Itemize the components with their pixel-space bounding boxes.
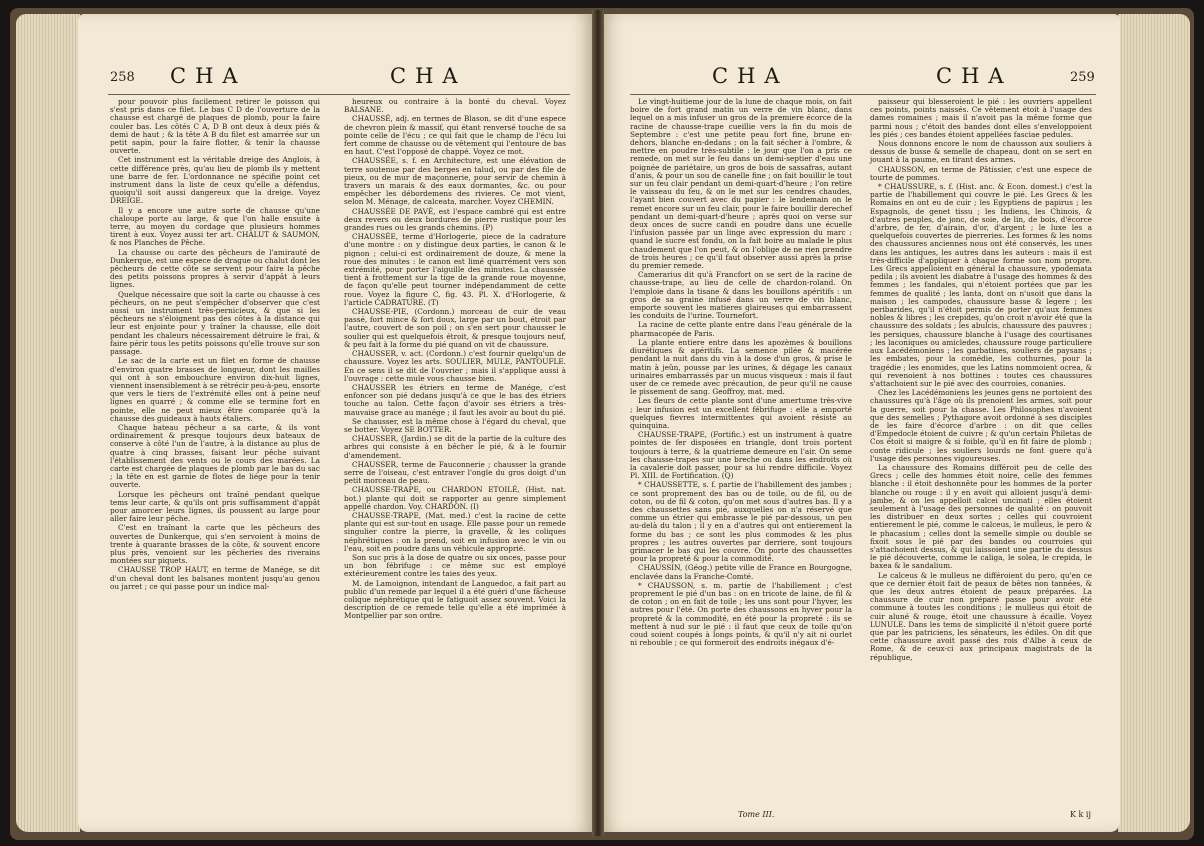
text-column-1 bbox=[110, 98, 320, 592]
text-column-1 bbox=[630, 98, 852, 648]
paragraph: heureux ou contraire à la bonté du cheval. Voyez BALSANE. bbox=[344, 97, 566, 115]
paragraph: pour pouvoir plus facilement retirer le poisson qui s'est pris dans ce filet. Le bas C D de l'ouverture de la chausse est chargé de plaques de plomb, pour la faire couler bas. Les côtés C A, D B ont deux à deux piés & demi de haut ; & la tête A B du filet est amarrée sur un petit sapin, pour la faire flotter, & tenir la chausse ouverte. bbox=[110, 97, 320, 156]
paragraph: * CHAUSSETTE, s. f. partie de l'habillement des jambes ; ce sont proprement des bas ou de toile, ou de fil, ou de coton, ou de fil & coton, qu'on met sous d'autres bas. Il y a des chaussettes sans pié, auxquelles on n'a réservé que comme un étrier qui embrasse le pié par-dessous, un peu au-delà du talon ; il y en a d'autres qui ont entierement la forme du bas ; ce sont les plus commodes & les plus propres ; les autres ouvertes par derriere, sont toujours grimacer le bas qui les couvre. On porte des chaussettes pour la propreté & pour la commodité. bbox=[630, 480, 852, 564]
paragraph: Lorsque les pêcheurs ont traîné pendant quelque tems leur carte, & qu'ils ont pris suffisamment d'appât pour amorcer leurs lignes, ils poussent au large pour aller faire leur pêche. bbox=[110, 489, 320, 524]
paragraph: Chez les Lacédémoniens les jeunes gens ne portoient des chaussures qu'à l'âge où ils prenoient les armes, soit pour la guerre, soit pour la chasse. Les Philosophes n'avoient que des semelles ; Pythagore avoit ordonné à ses disciples de les faire d'écorce d'arbre : on dit que celles d'Empedocle étoient de cuivre ; & qu'un certain Philetas de Cos étoit si maigre & si foible, qu'il en fit faire de plomb ; conte ridicule ; les souliers lourds ne font guere qu'à l'usage des personnes vigoureuses. bbox=[870, 388, 1092, 463]
paragraph: Les fleurs de cette plante sont d'une amertume très-vive ; leur infusion est un excellent fébrifuge : elle a emporté quelques fievres intermittentes qui avoient résisté au quinquina. bbox=[630, 396, 852, 430]
left-page-edges bbox=[16, 14, 80, 832]
paragraph: La chaussure des Romains différoit peu de celle des Grecs ; celle des hommes étoit noire, celle des femmes blanche : il étoit deshonnête pour les hommes de la porter blanche ou rouge : il y en avoit qui alloient jusqu'à demi-jambe, & on les appelloit calcei uncinati ; elles étoient seulement à l'usage des personnes de qualité : on pouvoit les distribuer en deux sortes ; celles qui couvroient entierement le pié, comme le calceus, le mulleus, le pero & le phacasium ; celles dont la semelle simple ou double se fixoit sous le pié par des bandes ou courroies qui s'attachoient dessus, & qui laissoient une partie du dessus le pié découverte, comme le caliga, le solea, le crepida, le baxea & le sandalium. bbox=[870, 462, 1092, 571]
paragraph: M. de Lamoignon, intendant de Languedoc, a fait part au public d'un remede par lequel il a été guéri d'une fâcheuse colique néphrétique qui le fatiguoit assez souvent. Voici la description de ce remede telle qu'elle a été imprimée à Montpellier par son ordre. bbox=[344, 578, 566, 621]
running-head: CHA bbox=[936, 64, 1013, 88]
paragraph: CHAUSSE-PIE, (Cordonn.) morceau de cuir de veau passé, fort mince & fort doux, large par un bout, étroit par l'autre, couvert de son poil ; on s'en sert pour chausser le soulier qui est quelquefois étroit, & presque toujours neuf, & peu fait à la forme du pié quand on vit de chaussure. bbox=[344, 307, 566, 349]
paragraph: Le sac de la carte est un filet en forme de chausse d'environ quatre brasses de longueur, dont les mailles qui ont à son embouchure environ dix-huit lignes, viennent insensiblement à se rétrécir peu-à-peu, ensorte que vers le tiers de l'extrémité elles ont à peine neuf lignes en quarré ; & comme elle se termine fort en pointe, elle ne peut mieux être comparée qu'à la chausse des guideaux à hauts étaliers. bbox=[110, 356, 320, 423]
paragraph: Camerarius dit qu'à Francfort on se sert de la racine de chausse-trape, au lieu de celle de chardon-roland. On l'emploie dans la tisane & dans les bouillons apéritifs : un gros de sa graine infusé dans un verre de vin blanc, emporte souvent les matieres glaireuses qui embarrassent les conduits de l'urine. Tournefort. bbox=[630, 270, 852, 321]
paragraph: CHAUSSÉ, adj. en termes de Blason, se dit d'une espece de chevron plein & massif, qui étant renversé touche de sa pointe celle de l'écu ; ce qui fait que le champ de l'écu lui fert comme de chausse ou de vêtement qui l'entoure de bas en haut. C'est l'opposé de chappé. Voyez ce mot. bbox=[344, 114, 566, 157]
paragraph: CHAUSSER, terme de Fauconnerie ; chausser la grande serre de l'oiseau, c'est entraver l'ongle du gros doigt d'un petit morceau de peau. bbox=[344, 459, 566, 486]
paragraph: CHAUSSER, v. act. (Cordonn.) c'est fournir quelqu'un de chaussure. Voyez les arts. SOULIER, MULE, PANTOUFLE. En ce sens il se dit de l'ouvrier ; mais il s'applique aussi à l'ouvrage : cette mule vous chausse bien. bbox=[344, 349, 566, 383]
paragraph: CHAUSSER les étriers en terme de Manége, c'est enfoncer son pié dedans jusqu'à ce que le bas des étriers touche au talon. Cette façon d'avoir ses étriers a très-mauvaise grace au manége ; il faut les avoir au bout du pié. bbox=[344, 382, 566, 417]
text-column-2 bbox=[870, 98, 1092, 663]
running-head: CHA bbox=[712, 64, 789, 88]
paragraph: Il y a encore une autre sorte de chausse qu'une chaloupe porte au large, & que l'on halle ensuite à terre, au moyen du cordage que plusieurs hommes tirent à eux. Voyez aussi ter art. CHALUT & SAUMON, & nos Planches de Pêche. bbox=[110, 205, 320, 248]
page-number: 258 bbox=[110, 70, 135, 85]
paragraph: CHAUSSÉE, s. f. en Architecture, est une élévation de terre soutenue par des berges en talud, ou par des file de pieux, ou de mur de maçonnerie, pour servir de chemin à travers un marais & des eaux dormantes, &c. ou pour empêcher les débordemens des rivieres. Ce mot vient, selon M. Ménage, de calceata, marcher. Voyez CHEMIN. bbox=[344, 156, 566, 207]
paragraph: CHAUSSON, en terme de Pâtissier, c'est une espece de tourte de pommes. bbox=[870, 164, 1092, 182]
book-gutter bbox=[592, 10, 604, 836]
paragraph: CHAUSSER, (Jardin.) se dit de la partie de la culture des arbres qui consiste à en bêcher le pié, & à le fournir d'amendement. bbox=[344, 434, 566, 460]
paragraph: Son suc pris à la dose de quatre ou six onces, passe pour un bon fébrifuge : ce même suc est employé extérieurement contre les taies des yeux. bbox=[344, 552, 566, 579]
paragraph: * CHAUSSURE, s. f. (Hist. anc. & Econ. domest.) c'est la partie de l'habillement qui couvre le pié. Les Grecs & les Romains en ont eu de cuir ; les Egyptiens de papirus ; les Espagnols, de genet tissu ; les Indiens, les Chinois, & d'autres peuples, de jonc, de soie, de lin, de bois, d'écorce d'arbre, de fer, d'airain, d'or, d'argent ; le luxe les a quelquefois couvertes de pierreries. Les formes & les noms des chaussures anciennes nous ont été conservés, les unes dans les antiques, les autres dans les auteurs : mais il est très-difficile d'appliquer à chaque forme son nom propre. Les Grecs appelloient en général la chaussure, ypodemata pedila ; ils avoient les diabatre à l'usage des hommes & des femmes ; les fandales, qui n'étoient portées que par les femmes de qualité ; les lanta, dont on n'usoit que dans la maison ; les campodes, chaussure basse & legere ; les peribarides, qu'il n'étoit permis de porter qu'aux femmes nobles & libres ; les crepides, qu'on croit n'avoir été que la chaussure des soldats ; les abulcis, chaussure des pauvres ; les persiques, chaussure blanche à l'usage des courtisanes ; les laconiques ou amicledes, chaussure rouge particuliere aux Lacédémoniens ; les garbatines, souliers de paysans ; les embates, pour la comédie, les cothurnes, pour la tragédie ; les enomides, que les Latins nommoient ocrea, & qui revenoient à nos bottines : toutes ces chaussures s'attachoient sur le pié avec des courroies, conanies. bbox=[870, 182, 1092, 388]
paragraph: Quelque nécessaire que soit la carte ou chausse à ces pêcheurs, on ne peut s'empêcher d'observer que c'est aussi un instrument très-pernicieux, & que si les pêcheurs ne s'éloignent pas des côtes à la distance qui leur est enjointe pour y traîner la chausse, elle doit pendant les chaleurs nécessairement détruire le frai, & faire périr tous les petits poissons qu'elle trouve sur son passage. bbox=[110, 289, 320, 357]
paragraph: Se chausser, est la même chose à l'égard du cheval, que se botter. Voyez SE BOTTER. bbox=[344, 416, 566, 434]
volume-label: Tome III. bbox=[738, 810, 775, 819]
paragraph: CHAUSSE-TRAPE, (Fortific.) est un instrument à quatre pointes de fer disposées en triangle, dont trois portent toujours à terre, & la quatrieme demeure en l'air. On seme les chausse-trapes sur une breche ou dans les endroits où la cavalerie doit passer, pour sa lui rendre difficile. Voyez Pl. XIII. de Fortification. (Q) bbox=[630, 430, 852, 481]
right-page-edges bbox=[1118, 14, 1190, 832]
paragraph: Le vingt-huitieme jour de la lune de chaque mois, on fait boire de fort grand matin un verre de vin blanc, dans lequel on a mis infuser un gros de la premiere écorce de la racine de chausse-trape cueillie vers la fin du mois de Septembre : c'est une petite peau fort fine, brune en-dehors, blanche en-dedans ; on la fait sécher à l'ombre, & mettre en poudre très-subtile : le jour que l'on a pris ce remede, on met sur le feu dans un demi-septier d'eau une poignée de pariétaire, un gros de bois de sassafras, autant d'anis, & pour un sou de canelle fine ; on fait bouillir le tout sur un feu clair pendant un demi-quart-d'heure ; l'on retire le vaisseau du feu, & on le met sur les cendres chaudes, l'ayant bien couvert avec du papier : le lendemain on le remet encore sur un feu clair, pour le faire bouillir derechef pendant un demi-quart-d'heure ; après quoi on verse sur deux onces de sucre candi en poudre dans une écuelle l'infusion passée par un linge avec expression du marc : quand le sucre est fondu, on la fait boire au malade le plus chaudement que l'on peut, & on l'oblige de ne rien prendre de trois heures ; ce qu'il faut observer aussi après la prise du premier remede. bbox=[630, 97, 852, 271]
paragraph: C'est en traînant la carte que les pêcheurs des ouvertes de Dunkerque, qui s'en servoient à moins de trente à quarante brasses de la côte, & souvent encore plus près, venoient sur les pêcheries des riverains montées sur piquets. bbox=[110, 523, 320, 566]
paragraph: CHAUSSE TROP HAUT, en terme de Manége, se dit d'un cheval dont les balsanes montent jusqu'au genou ou jarret ; ce qui passe pour un indice mal- bbox=[110, 565, 320, 591]
page-number: 259 bbox=[1070, 70, 1095, 85]
paragraph: La racine de cette plante entre dans l'eau générale de la pharmacopée de Paris. bbox=[630, 320, 852, 338]
paragraph: Nous donnons encore le nom de chausson aux souliers à dessus de busse & semelle de chapeau, dont on se sert en jouant à la paume, en tirant des armes. bbox=[870, 139, 1092, 165]
running-head: CHA bbox=[170, 64, 247, 88]
header-rule bbox=[630, 94, 1096, 95]
left-page-header bbox=[78, 58, 594, 98]
paragraph: Le calceus & le mulleus ne différoient du pero, qu'en ce que ce dernier étoit fait de peaux de bêtes non tannées, & que les deux autres étoient de peaux préparées. La chaussure de cuir non préparé passe pour avoir été commune à toutes les conditions ; le mulleus qui étoit de cuir aluné & rouge, étoit une chaussure à écaille. Voyez LUNULE. Dans les tems de simplicité il n'étoit guere porté que par les patriciens, les sénateurs, les édiles. On dit que cette chaussure avoit passé des rois d'Albe à ceux de Rome, & de ceux-ci aux principaux magistrats de la république, bbox=[870, 570, 1092, 662]
paragraph: Cet instrument est la véritable dreige des Anglois, à cette différence près, qu'au lieu de plomb ils y mettent une barre de fer. L'ordonnance ne spécifie point cet instrument dans la liste de ceux qu'elle a défendus, quoiqu'il soit aussi dangereux que la dreige. Voyez DREIGE. bbox=[110, 155, 320, 206]
paragraph: * CHAUSSON, s. m. partie de l'habillement ; c'est proprement le pié d'un bas : on en tricote de laine, de fil & de coton ; on en fait de toile ; les uns sont pour l'hyver, les autres pour l'été. On porte des chaussons en hyver pour la propreté & la commodité, en été pour la propreté : ils se mettent à nud sur le pié : il faut que ceux de toile qu'on coud soient coupés à longs points, & qu'il n'y ait ni ourlet ni rebouble ; ce qui formeroit des endroits inégaux d'é- bbox=[630, 580, 852, 648]
signature-mark: K k ij bbox=[1070, 810, 1091, 819]
left-page bbox=[78, 14, 594, 832]
paragraph: CHAUSSIN, (Géog.) petite ville de France en Bourgogne, enclavée dans la Franche-Comté. bbox=[630, 563, 852, 581]
paragraph: paisseur qui blesseroient le pié : les ouvriers appellent ces points, points naissés. Ce vêtement étoit à l'usage des dames romaines ; mais il n'avoit pas la même forme que parmi nous ; c'étoit des bandes dont elles s'enveloppoient les piés ; ces bandes étoient appellées fasciae pedules. bbox=[870, 97, 1092, 139]
paragraph: CHAUSSE-TRAPE, ou CHARDON ETOILÉ, (Hist. nat. bot.) plante qui doit se rapporter au genre simplement appellé chardon. Voy. CHARDON. (I) bbox=[344, 485, 566, 511]
paragraph: CHAUSSÉE, terme d'Horlogerie, piece de la cadrature d'une montre : on y distingue deux parties, le canon & le pignon ; celui-ci est ordinairement de douze, & mene la roue des minutes : le canon est limé quarrément vers son extrémité, pour porter l'aiguille des minutes. La chaussée tient à frottement sur la tige de la grande roue moyenne, de façon qu'elle peut tourner indépendamment de cette roue. Voyez la figure C, fig. 43. Pl. X. d'Horlogerie, & l'article CADRATURE. (T) bbox=[344, 232, 566, 307]
header-rule bbox=[108, 94, 570, 95]
paragraph: CHAUSSE-TRAPE, (Mat. med.) c'est la racine de cette plante qui est sur-tout en usage. Elle passe pour un remede singulier contre la pierre, la gravelle, & les coliques néphrétiques : on la prend, soit en infusion avec le vin ou l'eau, soit en poudre dans un véhicule approprié. bbox=[344, 510, 566, 553]
text-column-2 bbox=[344, 98, 566, 622]
paragraph: Chaque bateau pêcheur a sa carte, & ils vont ordinairement & presque toujours deux bateaux de conserve à côté l'un de l'autre, à la distance au plus de quatre à cinq brasses, faisant leur pêche suivant l'établissement des vents ou le cours des marées. La carte est chargée de plaques de plomb par le bas du sac ; la tête en est garnie de flotes de liége pour la tenir ouverte. bbox=[110, 422, 320, 490]
running-head: CHA bbox=[390, 64, 467, 88]
right-page-header bbox=[600, 58, 1120, 98]
paragraph: La plante entiere entre dans les apozèmes & bouillons diurétiques & apéritifs. La semence pilée & macérée pendant la nuit dans du vin à la dose d'un gros, & prise le matin à jeûn, pousse par les urines, & dégage les canaux urinaires embarrassés par un mucus visqueux : mais il faut user de ce remede avec précaution, de peur qu'il ne cause le pissement de sang. Geoffroy, mat. med. bbox=[630, 337, 852, 397]
paragraph: La chausse ou carte des pêcheurs de l'amirauté de Dunkerque, est une espece de drague ou chalut dont les pêcheurs de cette côte se servent pour faire la pêche des petits poissons propres à servir d'appât à leurs lignes. bbox=[110, 247, 320, 290]
paragraph: CHAUSSÉE DE PAVÉ, est l'espace cambré qui est entre deux revers ou deux bordures de pierre rustique pour les grandes rues ou les grands chemins. (P) bbox=[344, 206, 566, 233]
right-page bbox=[600, 14, 1120, 832]
